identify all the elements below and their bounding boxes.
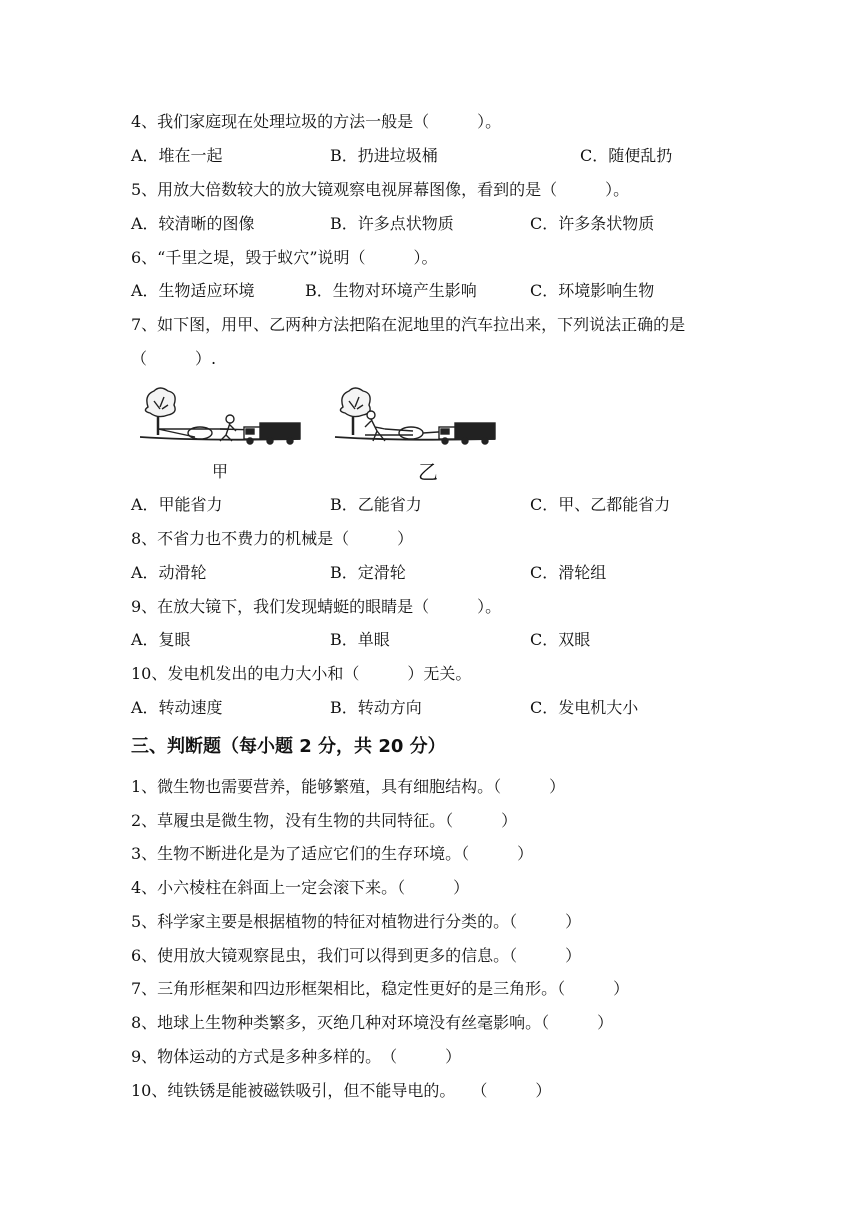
question-9-stem: 9、在放大镜下，我们发现蜻蜓的眼睛是（ ）。 [131, 597, 502, 616]
judgment-question-3: 3、生物不断进化是为了适应它们的生存环境。（ ） [131, 844, 534, 863]
question-8-stem: 8、不省力也不费力的机械是（ ） [131, 529, 414, 548]
judgment-question-1: 1、微生物也需要营养，能够繁殖，具有细胞结构。（ ） [131, 777, 566, 796]
question-5-option-b: B．许多点状物质 [330, 214, 454, 233]
question-4-option-b: B．扔进垃圾桶 [330, 146, 438, 165]
question-6-option-c: C．环境影响生物 [530, 281, 655, 300]
question-9-option-a: A．复眼 [131, 630, 191, 649]
judgment-question-9: 9、物体运动的方式是多种多样的。 （ ） [131, 1047, 462, 1066]
question-7-option-c: C．甲、乙都能省力 [530, 495, 671, 514]
question-6-option-b: B．生物对环境产生影响 [305, 281, 477, 300]
question-7-stem-continued: （ ）. [131, 349, 217, 368]
question-10-option-a: A．转动速度 [131, 698, 223, 717]
question-8-option-b: B．定滑轮 [330, 563, 406, 582]
question-10-stem: 10、发电机发出的电力大小和（ ）无关。 [131, 664, 472, 683]
question-4-stem: 4、我们家庭现在处理垃圾的方法一般是（ ）。 [131, 112, 502, 131]
question-7-option-a: A．甲能省力 [131, 495, 223, 514]
question-4-option-c: C．随便乱扔 [580, 146, 673, 165]
car-pulling-illustration [140, 385, 510, 485]
question-5-option-c: C．许多条状物质 [530, 214, 655, 233]
question-8-option-c: C．滑轮组 [530, 563, 607, 582]
question-10-option-c: C．发电机大小 [530, 698, 639, 717]
judgment-question-4: 4、小六棱柱在斜面上一定会滚下来。（ ） [131, 878, 470, 897]
question-5-stem: 5、用放大倍数较大的放大镜观察电视屏幕图像，看到的是（ ）。 [131, 180, 630, 199]
question-9-option-b: B．单眼 [330, 630, 390, 649]
question-8-option-a: A．动滑轮 [131, 563, 207, 582]
judgment-question-8: 8、地球上生物种类繁多，灭绝几种对环境没有丝毫影响。（ ） [131, 1013, 614, 1032]
judgment-question-7: 7、三角形框架和四边形框架相比，稳定性更好的是三角形。（ ） [131, 979, 630, 998]
question-7-option-b: B．乙能省力 [330, 495, 422, 514]
question-9-option-c: C．双眼 [530, 630, 591, 649]
figure-label-yi: 乙 [418, 460, 438, 484]
question-5-option-a: A．较清晰的图像 [131, 214, 255, 233]
judgment-question-6: 6、使用放大镜观察昆虫，我们可以得到更多的信息。（ ） [131, 946, 582, 965]
judgment-question-10: 10、纯铁锈是能被磁铁吸引，但不能导电的。 （ ） [131, 1081, 552, 1100]
question-7-stem: 7、如下图，用甲、乙两种方法把陷在泥地里的汽车拉出来，下列说法正确的是 [131, 315, 686, 334]
judgment-question-5: 5、科学家主要是根据植物的特征对植物进行分类的。（ ） [131, 912, 582, 931]
figure-label-jia: 甲 [212, 462, 229, 481]
question-10-option-b: B．转动方向 [330, 698, 422, 717]
car-pulling-figure [140, 385, 510, 485]
question-6-stem: 6、“千里之堤，毁于蚁穴”说明（ ）。 [131, 248, 438, 267]
question-4-option-a: A．堆在一起 [131, 146, 223, 165]
figure-jia [140, 388, 300, 444]
question-6-option-a: A．生物适应环境 [131, 281, 255, 300]
section-title: 三、判断题（每小题 2 分，共 20 分） [131, 736, 446, 757]
figure-yi [335, 388, 495, 444]
judgment-question-2: 2、草履虫是微生物，没有生物的共同特征。（ ） [131, 811, 518, 830]
